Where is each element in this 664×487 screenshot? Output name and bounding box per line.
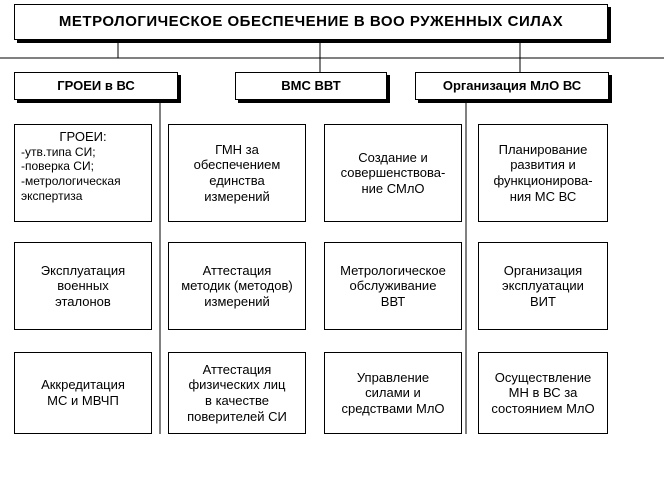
cell-text-line: средствами МлО bbox=[341, 400, 445, 416]
groei-list-heading: ГРОЕИ: bbox=[59, 129, 107, 144]
cell-vit-operation bbox=[478, 242, 608, 330]
cell-text-line: состоянием МлО bbox=[491, 400, 595, 416]
cell-supervision bbox=[478, 352, 608, 434]
groei-list-item: -утв.типа СИ; bbox=[21, 144, 96, 159]
cell-text-line: измерений bbox=[204, 188, 270, 204]
cell-text-line: ния МС ВС bbox=[509, 188, 577, 204]
cell-metrological-service bbox=[324, 242, 462, 330]
cell-text-line: ние СМлО bbox=[361, 180, 425, 196]
cell-text-line: поверителей СИ bbox=[187, 408, 287, 424]
cell-text-line: ВИТ bbox=[530, 293, 556, 309]
cell-text-line: силами и bbox=[365, 385, 421, 401]
cell-text-line: ГМН за bbox=[215, 141, 259, 157]
branch-right-label: Организация МлО ВС bbox=[442, 78, 582, 94]
groei-list-item: экспертиза bbox=[21, 188, 83, 203]
cell-force-management bbox=[324, 352, 462, 434]
cell-text-line: МН в ВС за bbox=[508, 385, 578, 401]
cell-create-smlo bbox=[324, 124, 462, 222]
cell-text-line: Планирование bbox=[498, 141, 588, 157]
cell-text-line: физических лиц bbox=[188, 377, 286, 393]
groei-list-item: -метрологическая bbox=[21, 174, 121, 189]
cell-text-line: измерений bbox=[204, 293, 270, 309]
cell-text-line: Аттестация bbox=[202, 262, 272, 278]
cell-accreditation bbox=[14, 352, 152, 434]
cell-text-line: единства bbox=[209, 173, 265, 188]
cell-text-line: Метрологическое bbox=[340, 262, 446, 278]
cell-text-line: Управление bbox=[356, 369, 430, 385]
cell-text-line: Аккредитация bbox=[41, 377, 125, 393]
cell-text-line: совершенствова- bbox=[340, 165, 446, 181]
diagram-title bbox=[14, 4, 608, 40]
cell-text-line: в качестве bbox=[205, 393, 269, 408]
cell-text-line: Аттестация bbox=[202, 361, 272, 377]
cell-text-line: обеспечением bbox=[193, 157, 281, 173]
branch-middle-label: ВМС ВВТ bbox=[281, 78, 341, 94]
groei-list-item: -поверка СИ; bbox=[21, 159, 94, 174]
cell-gmn bbox=[168, 124, 306, 222]
cell-text-line: эталонов bbox=[55, 293, 111, 309]
diagram-title-text: МЕТРОЛОГИЧЕСКОЕ ОБЕСПЕЧЕНИЕ В ВОО РУЖЕННЫХ СИЛАХ bbox=[58, 13, 564, 30]
branch-middle bbox=[235, 72, 387, 100]
cell-text-line: Осуществление bbox=[494, 369, 592, 385]
branch-left bbox=[14, 72, 178, 100]
cell-text-line: ВВТ bbox=[380, 293, 406, 309]
cell-text-line: Эксплуатация bbox=[40, 262, 126, 278]
cell-person-attestation bbox=[168, 352, 306, 434]
branch-right bbox=[415, 72, 609, 100]
cell-text-line: обслуживание bbox=[349, 278, 437, 294]
cell-military-standards bbox=[14, 242, 152, 330]
cell-text-line: эксплуатации bbox=[502, 278, 584, 294]
cell-groei-list bbox=[14, 124, 152, 222]
cell-text-line: МС и МВЧП bbox=[47, 393, 119, 408]
cell-planning-ms bbox=[478, 124, 608, 222]
cell-method-attestation bbox=[168, 242, 306, 330]
cell-text-line: развития и bbox=[510, 157, 576, 173]
cell-text-line: Организация bbox=[503, 262, 583, 278]
cell-text-line: функционирова- bbox=[493, 173, 593, 188]
cell-text-line: методик (методов) bbox=[181, 278, 293, 294]
branch-left-label: ГРОЕИ в ВС bbox=[57, 78, 135, 94]
cell-text-line: Создание и bbox=[358, 149, 428, 165]
cell-text-line: военных bbox=[57, 278, 109, 294]
